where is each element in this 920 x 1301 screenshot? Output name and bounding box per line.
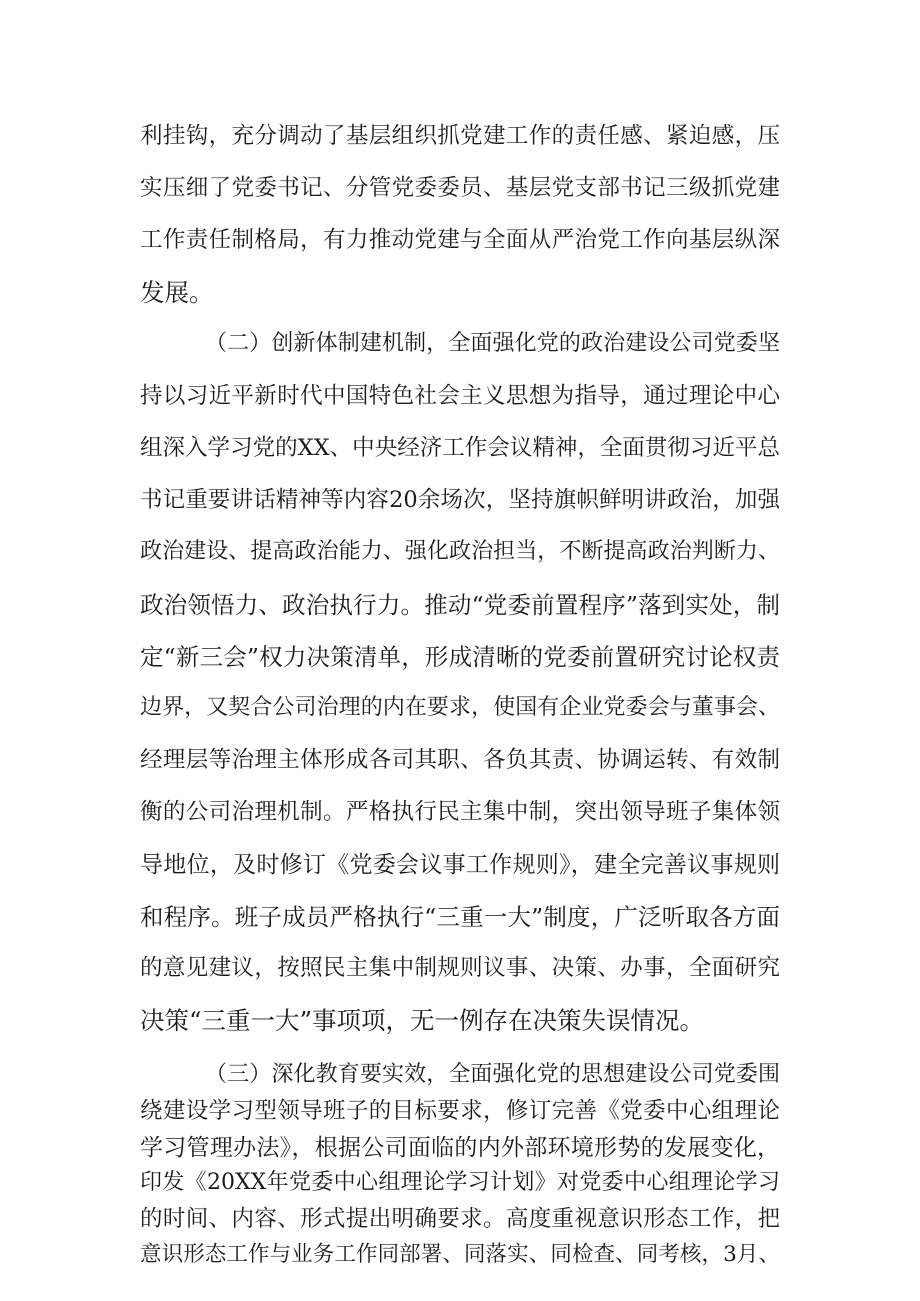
paragraph-line: 书记重要讲话精神等内容20余场次，坚持旗帜鲜明讲政治，加强 bbox=[140, 487, 780, 513]
paragraph-line: 的时间、内容、形式提出明确要求。高度重视意识形态工作，把 bbox=[140, 1206, 780, 1232]
paragraph-line: 印发《20XX年党委中心组理论学习计划》对党委中心组理论学习 bbox=[140, 1170, 780, 1195]
paragraph-line: 政治建设、提高政治能力、强化政治担当，不断提高政治判断力、 bbox=[140, 539, 780, 564]
paragraph-line: 定“新三会”权力决策清单，形成清晰的党委前置研究讨论权责 bbox=[140, 643, 780, 671]
paragraph-line: 边界，又契合公司治理的内在要求，使国有企业党委会与董事会、 bbox=[140, 695, 780, 720]
paragraph-line: 利挂钩，充分调动了基层组织抓党建工作的责任感、紧迫感，压 bbox=[140, 123, 780, 149]
paragraph-line: 工作责任制格局，有力推动党建与全面从严治党工作向基层纵深 bbox=[140, 227, 780, 253]
paragraph-line: 和程序。班子成员严格执行“三重一大”制度，广泛听取各方面 bbox=[140, 903, 780, 931]
paragraph-line: 决策“三重一大”事项项，无一例存在决策失误情况。 bbox=[140, 1006, 705, 1035]
paragraph-line: 政治领悟力、政治执行力。推动“党委前置程序”落到实处，制 bbox=[140, 591, 780, 619]
paragraph-line: 学习管理办法》，根据公司面临的内外部环境形势的发展变化， bbox=[140, 1135, 780, 1161]
paragraph-line: 实压细了党委书记、分管党委委员、基层党支部书记三级抓党建 bbox=[140, 175, 780, 201]
paragraph-line: 绕建设学习型领导班子的目标要求，修订完善《党委中心组理论 bbox=[140, 1098, 780, 1124]
paragraph-line: 持以习近平新时代中国特色社会主义思想为指导，通过理论中心 bbox=[140, 383, 780, 409]
paragraph-line: 发展。 bbox=[140, 278, 214, 307]
paragraph-line: 意识形态工作与业务工作同部署、同落实、同检查、同考核，3月、 bbox=[140, 1242, 780, 1267]
paragraph-line: （三）深化教育要实效，全面强化党的思想建设公司党委围 bbox=[205, 1062, 780, 1087]
paragraph-line: 经理层等治理主体形成各司其职、各负其责、协调运转、有效制 bbox=[140, 747, 780, 773]
paragraph-line: （二）创新体制建机制，全面强化党的政治建设公司党委坚 bbox=[205, 331, 780, 356]
paragraph-line: 衡的公司治理机制。严格执行民主集中制，突出领导班子集体领 bbox=[140, 799, 780, 825]
paragraph-line: 的意见建议，按照民主集中制规则议事、决策、办事，全面研究 bbox=[140, 955, 780, 981]
paragraph-line: 组深入学习党的XX、中央经济工作会议精神，全面贯彻习近平总 bbox=[140, 435, 780, 461]
paragraph-line: 导地位，及时修订《党委会议事工作规则》，建全完善议事规则 bbox=[140, 852, 780, 878]
